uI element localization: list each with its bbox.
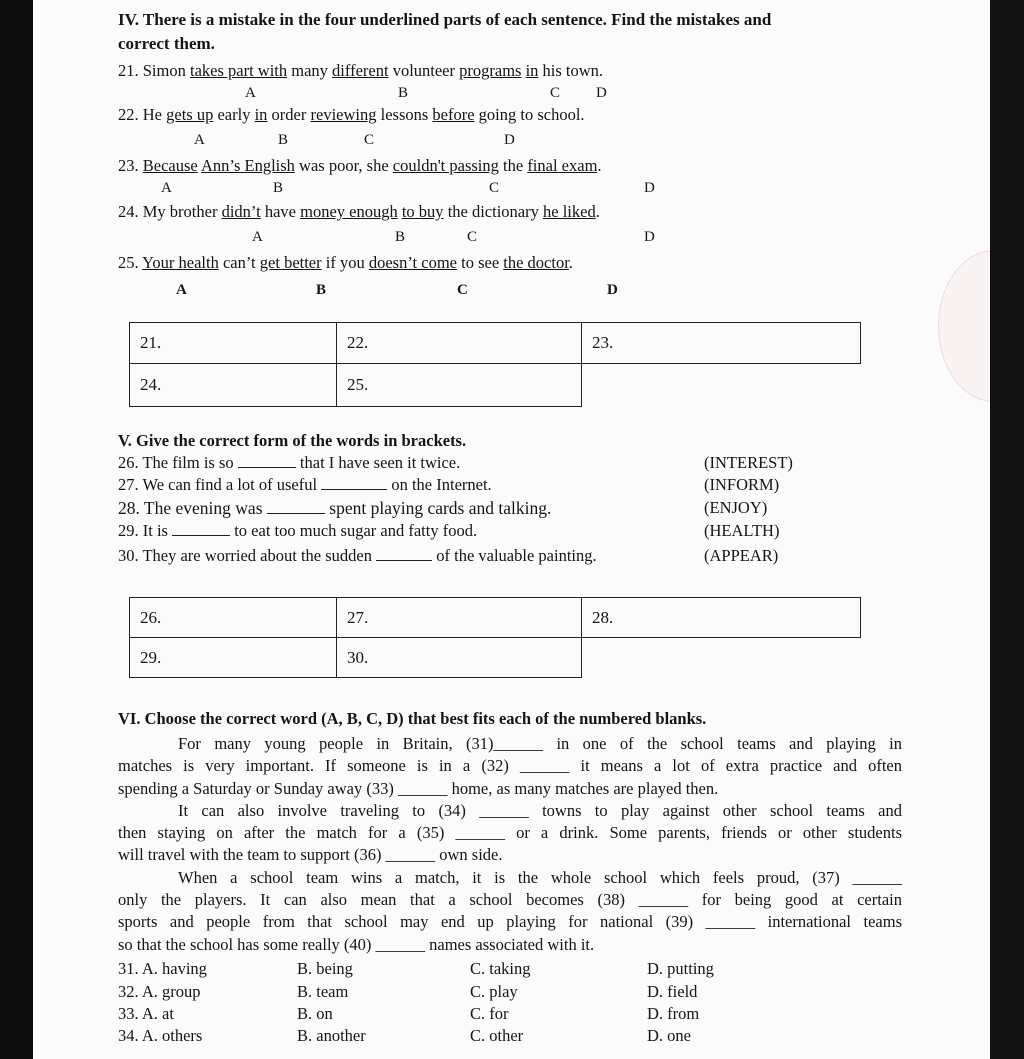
answer-cell-25[interactable]: 25. — [337, 364, 582, 407]
option-34-d[interactable]: D. one — [647, 1026, 691, 1045]
option-32-d[interactable]: D. field — [647, 982, 698, 1001]
passage-line-4: It can also involve traveling to (34) ______ towns to play against other school teams and — [178, 800, 902, 820]
question-21: 21. Simon takes part with many different volunteer programs in his town. — [118, 61, 604, 80]
option-34-c[interactable]: C. other — [470, 1026, 524, 1045]
q21-label-c: C — [550, 85, 561, 101]
answer-cell-29[interactable]: 29. — [130, 638, 337, 678]
question-29: 29. It is to eat too much sugar and fatty food. — [118, 521, 478, 540]
q22-label-d: D — [504, 132, 515, 148]
section6-heading: VI. Choose the correct word (A, B, C, D) that best fits each of the numbered blanks. — [118, 709, 707, 728]
q21-label-b: B — [398, 85, 409, 101]
section4-heading-line1: IV. There is a mistake in the four underlined parts of each sentence. Find the mistakes and — [118, 10, 772, 29]
passage-line-6: will travel with the team to support (36) ______ own side. — [118, 845, 503, 865]
question-23: 23. Because Ann’s English was poor, she couldn't passing the final exam. — [118, 156, 602, 175]
word-30: (APPEAR) — [704, 546, 779, 565]
question-22: 22. He gets up early in order reviewing lessons before going to school. — [118, 105, 585, 124]
answer-table-section5 — [129, 597, 861, 678]
q23-label-b: B — [273, 180, 284, 196]
section5-heading: V. Give the correct form of the words in brackets. — [118, 431, 467, 450]
passage-line-1: For many young people in Britain, (31)______ in one of the school teams and playing in — [178, 734, 902, 753]
q21-label-a: A — [245, 85, 256, 101]
option-31-c[interactable]: C. taking — [470, 959, 531, 978]
worksheet-page — [33, 0, 990, 1059]
q24-label-a: A — [252, 229, 263, 245]
q22-label-c: C — [364, 132, 375, 148]
answer-table-section4 — [129, 322, 861, 407]
q24-label-c: C — [467, 229, 478, 245]
passage-line-3: spending a Saturday or Sunday away (33) ______ home, as many matches are played then. — [118, 778, 719, 798]
cloze-passage — [118, 733, 902, 956]
answer-cell-30[interactable]: 30. — [337, 638, 582, 678]
option-31-a[interactable]: 31. A. having — [118, 959, 207, 978]
q25-label-c: C — [457, 282, 468, 298]
q25-label-d: D — [607, 282, 618, 298]
passage-line-7: When a school team wins a match, it is the whole school which feels proud, (37) ______ — [178, 867, 902, 887]
q25-label-a: A — [176, 282, 187, 298]
answer-cell-27[interactable]: 27. — [337, 598, 582, 638]
q22-label-a: A — [194, 132, 205, 148]
answer-cell-28[interactable]: 28. — [582, 598, 861, 638]
passage-line-10: so that the school has some really (40) ______ names associated with it. — [118, 934, 595, 954]
question-27: 27. We can find a lot of useful on the Internet. — [118, 475, 492, 494]
passage-line-5: then staying on after the match for a (35) ______ or a drink. Some parents, friends or other students — [118, 823, 902, 843]
passage-line-8: only the players. It can also mean that a school becomes (38) ______ for being good at certain — [118, 890, 902, 910]
question-26: 26. The film is so that I have seen it twice. — [118, 453, 461, 472]
word-28: (ENJOY) — [704, 498, 768, 517]
blank-27[interactable] — [321, 476, 387, 490]
answer-cell-22[interactable]: 22. — [337, 323, 582, 364]
answer-cell-23[interactable]: 23. — [582, 323, 861, 364]
option-34-b[interactable]: B. another — [297, 1026, 366, 1045]
option-32-c[interactable]: C. play — [470, 982, 518, 1001]
q23-label-d: D — [644, 180, 655, 196]
question-30: 30. They are worried about the sudden of the valuable painting. — [118, 546, 597, 565]
option-34-a[interactable]: 34. A. others — [118, 1026, 203, 1045]
answer-cell-26[interactable]: 26. — [130, 598, 337, 638]
option-31-b[interactable]: B. being — [297, 959, 353, 978]
question-28: 28. The evening was spent playing cards and talking. — [118, 498, 552, 518]
option-31-d[interactable]: D. putting — [647, 959, 714, 978]
q23-label-a: A — [161, 180, 172, 196]
blank-29[interactable] — [172, 522, 230, 536]
option-33-c[interactable]: C. for — [470, 1004, 509, 1023]
passage-line-2: matches is very important. If someone is in a (32) ______ it means a lot of extra practice and often — [118, 756, 902, 776]
passage-line-9: sports and people from that school may end up playing for national (39) ______ international teams — [118, 912, 902, 932]
answer-cell-24[interactable]: 24. — [130, 364, 337, 407]
word-27: (INFORM) — [704, 475, 780, 494]
word-29: (HEALTH) — [704, 521, 780, 540]
blank-30[interactable] — [376, 547, 432, 561]
option-32-b[interactable]: B. team — [297, 982, 349, 1001]
faded-stamp — [938, 250, 990, 402]
option-33-d[interactable]: D. from — [647, 1004, 700, 1023]
section4-heading-line2: correct them. — [118, 34, 215, 53]
q24-label-d: D — [644, 229, 655, 245]
answer-cell-21[interactable]: 21. — [130, 323, 337, 364]
q25-label-b: B — [316, 282, 327, 298]
word-26: (INTEREST) — [704, 453, 793, 472]
q22-label-b: B — [278, 132, 289, 148]
q24-label-b: B — [395, 229, 406, 245]
question-25: 25. Your health can’t get better if you doesn’t come to see the doctor. — [118, 253, 573, 272]
question-24: 24. My brother didn’t have money enough to buy the dictionary he liked. — [118, 202, 600, 221]
blank-28[interactable] — [267, 500, 325, 514]
q21-label-d: D — [596, 85, 607, 101]
option-32-a[interactable]: 32. A. group — [118, 982, 201, 1001]
dark-right-edge — [990, 0, 1024, 1059]
blank-26[interactable] — [238, 454, 296, 468]
option-33-a[interactable]: 33. A. at — [118, 1004, 174, 1023]
q23-label-c: C — [489, 180, 500, 196]
option-33-b[interactable]: B. on — [297, 1004, 333, 1023]
